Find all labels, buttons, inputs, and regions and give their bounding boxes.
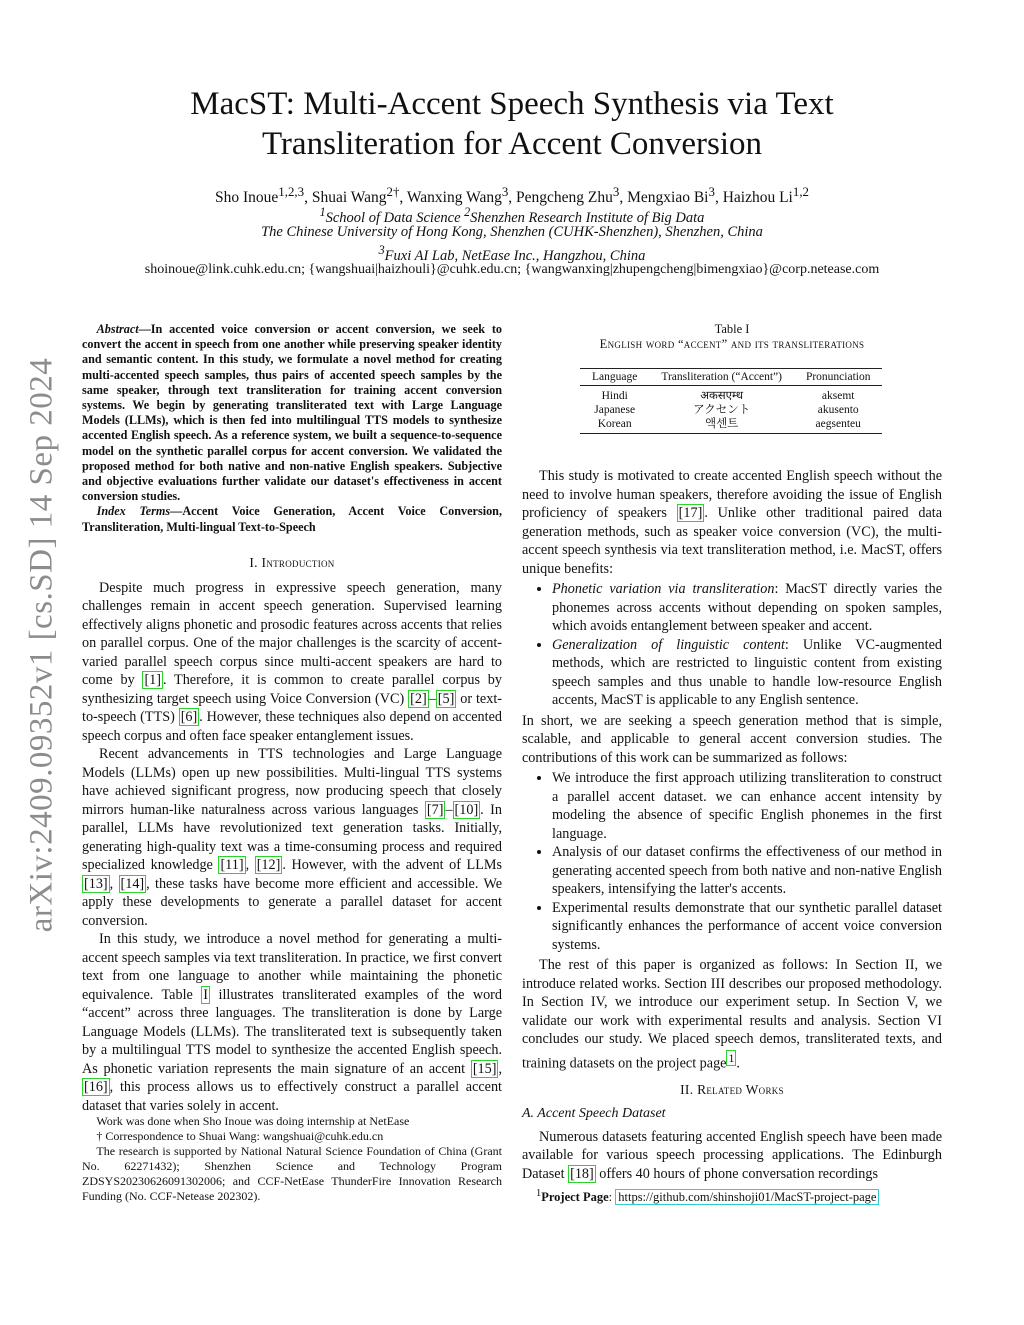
benefits-list	[522, 580, 942, 710]
affiliation-line-1: $^1$School of Data Science $^2$Shenzhen Research Institute of Big Data	[319, 205, 705, 226]
table-row: Hindi अकसएम्ध aksemt	[601, 390, 855, 402]
citation-link[interactable]: [1]	[144, 672, 161, 688]
table-title: English word “accent” and its transliterations	[599, 337, 865, 351]
contributions-list	[522, 769, 942, 954]
author: Haizhou Li$^{1,2}$	[722, 184, 809, 207]
right-paragraph-1: This study is motivated to create accented English speech without the need to involve human speakers, therefore avoiding the issue of English proficiency of speakers [17] . Unlike other traditional paired data generation methods, such as speaker voice conversion (VC), the multi-accent speech synthesis via text transliteration method, i.e. MacST, offers unique benefits:	[522, 468, 943, 577]
list-item: • Experimental results demonstrate that our synthetic parallel dataset significantly enhances the performance of accent voice conversion systems.	[552, 899, 942, 955]
table-row: Korean 액센트 aegsenteu	[580, 417, 882, 434]
section-heading-introduction: I. Introduction	[249, 555, 335, 570]
author: Sho Inoue$^{1,2,3}$	[214, 184, 305, 207]
table-header: Transliteration (“Accent”)	[649, 369, 794, 386]
arxiv-stamp	[12, 355, 72, 935]
project-page-link[interactable]: https://github.com/shinshoji01/MacST-project-page	[615, 1189, 879, 1205]
citation-link[interactable]: [15]	[472, 1060, 497, 1077]
left-footnotes	[82, 1114, 502, 1204]
footnote: † Correspondence to Shuai Wang: wangshuai@cuhk.edu.cn	[96, 1129, 384, 1143]
affiliation-line-2: The Chinese University of Hong Kong, Shenzhen (CUHK-Shenzhen), Shenzhen, China	[261, 224, 763, 240]
list-item: • Phonetic variation via transliteration: MacST directly varies the phonemes across accents without depending on spoken samples, which avoids entanglement between speaker and accent.	[552, 580, 942, 636]
subsection-heading: A. Accent Speech Dataset	[522, 1106, 666, 1122]
citation-link[interactable]: [10]	[454, 801, 479, 818]
citation-link[interactable]: [5]	[437, 690, 455, 707]
index-terms-label: Index Terms	[96, 504, 171, 519]
table-caption	[522, 322, 942, 352]
table-header: Pronunciation	[794, 369, 883, 386]
list-item: • We introduce the first approach utilizing transliteration to construct a parallel accent dataset. we can enhance accent intensity by modeling the absence of specific English phonemes in the first language.	[552, 769, 942, 843]
intro-paragraph-2: Recent advancements in TTS technologies and Large Language Models (LLMs) open up new possibilities. Multi-lingual TTS systems have achieved significant progress, now producing speech that closely mirrors human-like naturalness across various languages [7] – [10] . In parallel, LLMs have revolutionized text generation tasks. Initially, generating high-quality text was a time-consuming process and required specialized knowledge [11] , [12] . However, with the advent of LLMs [13] , [14] , these tasks have become more efficient and accessible. We apply these developments to generate a parallel dataset for accent conversion.	[82, 746, 503, 929]
index-terms-text: —Accent Voice Generation, Accent Voice Conversion, Transliteration, Multi-lingual Text-to-Speech	[82, 504, 503, 534]
abstract-label: Abstract	[96, 322, 139, 336]
citation-link[interactable]: [17]	[678, 505, 703, 521]
transliteration-table	[580, 368, 882, 434]
section-heading-related-works: II. Related Works	[680, 1081, 784, 1097]
abstract-text: —In accented voice conversion or accent conversion, we seek to convert the accent in speech from one another while preserving speaker identity and semantic content. In this study, we formulate a novel method for creating multi-accented speech samples, thus pairs of accented speech samples by the same speaker, through text transliteration for training accent conversion systems. We begin by generating transliterated text with Large Language Models (LLMs), which is then fed into multilingual TTS models to synthesize accented English speech. As a reference system, we built a sequence-to-sequence model on the synthetic parallel corpus for accent conversion. We validated the proposed method for both native and non-native English speakers. Subjective and objective evaluations further validate our dataset's effectiveness in accent conversion studies.	[82, 322, 502, 504]
intro-paragraph-3: In this study, we introduce a novel method for generating a multi-accent speech samples via text transliteration. In practice, we first convert text from one language to another while maintaining the phonetic equivalence. Table I illustrates transliterated examples of the word “accent” across three languages. The transliteration is done by Large Language Models (LLMs). The transliterated text is subsequently taken by a multilingual TTS model to synthesize the accented English speech. As phonetic variation represents the main signature of an accent [15] , [16] , this process allows us to effectively construct a parallel accent dataset that varies solely in accent.	[82, 931, 502, 1114]
citation-link[interactable]: [7]	[426, 801, 444, 818]
citation-link[interactable]: [11]	[220, 857, 244, 873]
footnote: The research is supported by National Natural Science Foundation of China (Grant No. 62271432); Shenzhen Science and Technology Program ZDSYS20230626091302006; and CCF-NetEase ThunderFire Innovation Research Funding (No. CCF-Netease 202302).	[82, 1144, 502, 1203]
table-label: Table I	[714, 322, 750, 336]
citation-link[interactable]: [12]	[256, 857, 281, 873]
citation-link[interactable]: [6]	[180, 709, 198, 725]
affiliation-line-3: $^3$Fuxi AI Lab, NetEase Inc., Hangzhou, China	[378, 243, 646, 264]
right-paragraph-4: Numerous datasets featuring accented English speech have been made available for various speech processing applications. The Edinburgh Dataset [18] offers 40 hours of phone conversation recordings	[522, 1128, 942, 1182]
email-line: shoinoue@link.cuhk.edu.cn; {wangshuai|haizhouli}@cuhk.edu.cn; {wangwanxing|zhupengcheng|bimengxiao}@corp.netease.com	[144, 262, 880, 277]
project-page-footnote: $^1$Project Page: https://github.com/shinshoji01/MacST-project-page	[536, 1188, 879, 1205]
author: Pengcheng Zhu$^3$	[516, 184, 620, 207]
citation-link[interactable]: [14]	[120, 875, 145, 892]
author: Wanxing Wang$^3$	[406, 184, 509, 207]
author: Shuai Wang$^{2\dagger}$	[311, 184, 400, 207]
footnote: Work was done when Sho Inoue was doing internship at NetEase	[96, 1114, 410, 1128]
arxiv-id: arXiv:2409.09352v1 [cs.SD] 14 Sep 2024	[23, 357, 60, 933]
footnote-link[interactable]: 1	[728, 1050, 735, 1065]
intro-paragraph-1: Despite much progress in expressive speech generation, many challenges remain in accent speech generation. Supervised learning effectively aligns phonetic and prosodic features across accents that relies on parallel corpus. One of the major challenges is the scarcity of accent-varied parallel speech corpus since multi-accent speakers are hard to come by [1] . Therefore, it is common to create parallel corpus by synthesizing target speech using Voice Conversion (VC) [2] – [5] or text-to-speech (TTS) [6] . However, these techniques also depend on accented speech corpus and often face speaker entanglement issues.	[82, 579, 502, 744]
abstract	[82, 322, 502, 535]
table-row: Japanese アクセント akusento	[594, 404, 859, 416]
right-column	[522, 467, 942, 1183]
table-header: Language	[580, 369, 649, 386]
citation-link[interactable]: [18]	[570, 1165, 594, 1182]
right-paragraph-3: The rest of this paper is organized as follows: In Section II, we introduce related works. Section III describes our proposed methodology. In Section IV, we introduce our experiment setup. In Section V, we validate our work with experimental results and analysis. Section VI concludes our study. We placed speech demos, transliterated texts, and training datasets on the project page $^1$ .	[522, 957, 942, 1072]
list-item: • Analysis of our dataset confirms the effectiveness of our method in generating accented speech from both native and non-native English speakers, intensifying the latter's accents.	[552, 843, 942, 899]
paper-title: MacST: Multi-Accent Speech Synthesis via Text Transliteration for Accent Conversion	[190, 86, 834, 162]
list-item: • Generalization of linguistic content: Unlike VC-augmented methods, which are restricted to linguistic content from existing speech samples and thus unable to handle low-resource English accents, MacST is applicable to any English sentence.	[552, 636, 942, 710]
author: Mengxiao Bi$^3$	[627, 184, 715, 207]
table-reference-link[interactable]: I	[203, 986, 209, 1003]
citation-link[interactable]: [13]	[84, 875, 108, 892]
citation-link[interactable]: [2]	[410, 690, 427, 707]
author-list: Sho Inoue$^{1,2,3}$, Shuai Wang$^{2\dagger}$, Wanxing Wang$^3$, Pengcheng Zhu$^3$, Mengxiao Bi$^3$, Haizhou Li$^{1,2}$	[214, 184, 809, 207]
right-paragraph-2: In short, we are seeking a speech generation method that is simple, scalable, and applicable to general accent conversion studies. The contributions of this work can be summarized as follows:	[522, 712, 942, 766]
citation-link[interactable]: [16]	[84, 1079, 108, 1095]
left-column	[82, 546, 502, 1115]
